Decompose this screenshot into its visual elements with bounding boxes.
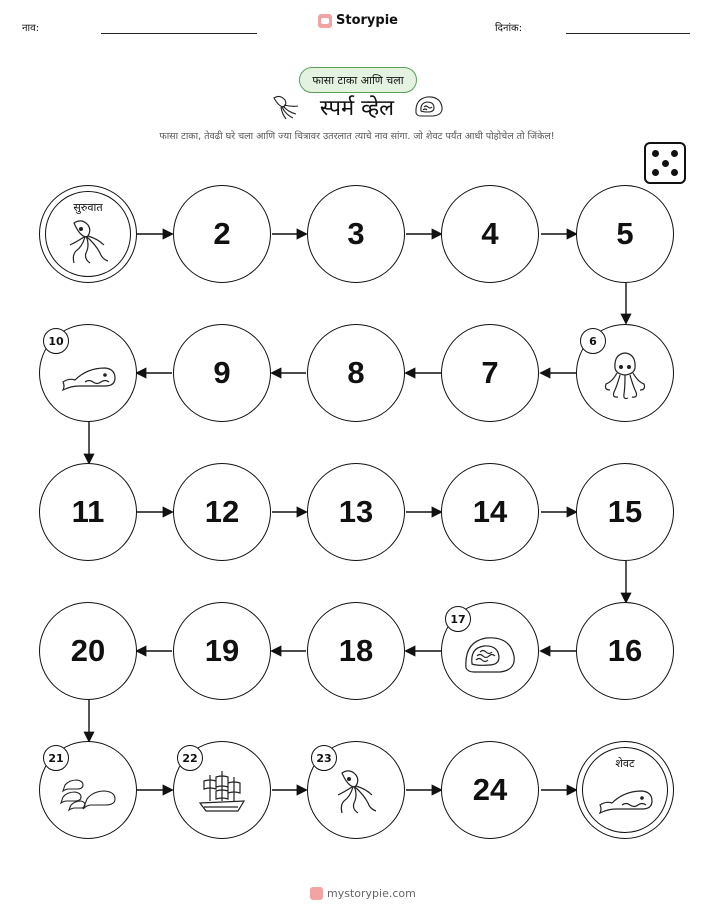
cell-number: 16 — [607, 633, 643, 668]
brand-text: Storypie — [336, 13, 398, 28]
instructions: फासा टाका, तेवढी घरे चला आणि ज्या चित्रावर उतरलात त्याचे नाव सांगा. जो शेवट पर्यंत आधी पोहोचेल तो जिंकेल! — [159, 131, 555, 142]
cell-number: 14 — [472, 494, 508, 529]
board-cell-7 — [441, 324, 539, 422]
octopus-icon — [602, 350, 648, 406]
cell-badge: 23 — [311, 745, 337, 771]
cell-number: 5 — [616, 216, 634, 251]
cell-number: 15 — [607, 494, 643, 529]
cell-number: 18 — [338, 633, 374, 668]
cell-number: 24 — [472, 772, 508, 807]
cell-number: 7 — [481, 355, 499, 390]
squid-icon — [334, 769, 378, 821]
board-cell-8 — [307, 324, 405, 422]
cell-number: 11 — [71, 494, 105, 529]
game-tag: फासा टाका आणि चला — [299, 67, 417, 93]
board-cell-11 — [39, 463, 137, 561]
ambergris-icon — [462, 632, 518, 680]
cell-badge: 10 — [43, 328, 69, 354]
board-cell-12 — [173, 463, 271, 561]
board-cell-5 — [576, 185, 674, 283]
ship-icon — [196, 767, 248, 823]
cell-number: 4 — [481, 216, 499, 251]
board-cell-24 — [441, 741, 539, 839]
footer — [310, 887, 416, 900]
board-cell-19 — [173, 602, 271, 700]
date-label: दिनांक: — [495, 23, 523, 34]
cell-number: 20 — [70, 633, 106, 668]
board-cell-14 — [441, 463, 539, 561]
end-label: शेवट — [615, 757, 635, 770]
footer-site[interactable]: mystorypie.com — [327, 887, 416, 900]
cell-number: 19 — [204, 633, 240, 668]
board-cell-1 — [39, 185, 137, 283]
cell-number: 2 — [213, 216, 231, 251]
board-cell-2 — [173, 185, 271, 283]
cell-badge: 6 — [580, 328, 606, 354]
board-cell-18 — [307, 602, 405, 700]
cell-badge: 17 — [445, 606, 471, 632]
board-cell-3 — [307, 185, 405, 283]
whale-pod-icon — [57, 773, 119, 817]
board-cell-13 — [307, 463, 405, 561]
board-cell-9 — [173, 324, 271, 422]
name-label: नाव: — [22, 23, 40, 34]
cell-number: 13 — [338, 494, 374, 529]
page-title: स्पर्म व्हेल — [319, 96, 395, 121]
cell-number: 8 — [347, 355, 365, 390]
cell-badge: 21 — [43, 745, 69, 771]
cell-badge: 22 — [177, 745, 203, 771]
board-cell-4 — [441, 185, 539, 283]
start-label: सुरुवात — [73, 201, 103, 214]
cell-number: 3 — [347, 216, 365, 251]
board-cell-25 — [576, 741, 674, 839]
cell-number: 12 — [204, 494, 240, 529]
storypie-logo-icon — [310, 887, 323, 900]
cell-number: 9 — [213, 355, 231, 390]
sperm-whale-icon — [59, 360, 117, 396]
board-cell-16 — [576, 602, 674, 700]
board-cell-15 — [576, 463, 674, 561]
board-cell-20 — [39, 602, 137, 700]
